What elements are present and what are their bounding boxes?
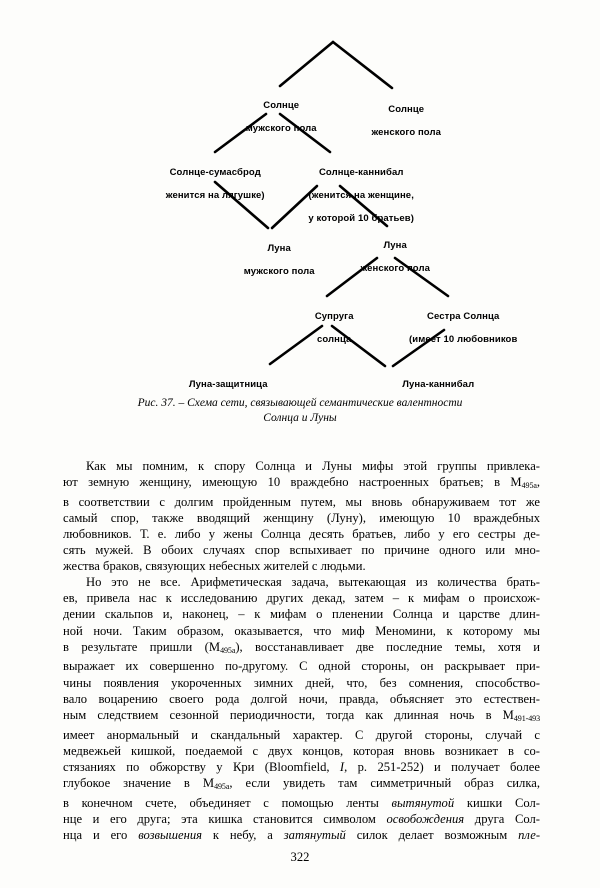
text-line: ным следствием сезонной периодичности, тогда как длинная ночь в $М_{491-493}$ bbox=[63, 707, 540, 723]
emphasis: вытянутой bbox=[391, 795, 455, 810]
node-line: женского пола bbox=[360, 262, 430, 274]
emphasis: I bbox=[339, 759, 345, 774]
text-line: Но это не все. Арифметическая задача, вытекающая из количества брать- bbox=[86, 575, 540, 590]
text-line: ют земную женщину, имеющую 10 враждебно настроенных братьев; в $М_{495a}$, bbox=[63, 475, 540, 490]
text-line: жества браков, связующих небесных жителей с людьми. bbox=[63, 559, 366, 574]
emphasis: освобождения bbox=[386, 811, 465, 826]
emphasis: затянутый bbox=[283, 827, 346, 842]
caption-line-2: Солнца и Луны bbox=[263, 412, 337, 424]
node-line: Солнце bbox=[263, 99, 300, 111]
caption-line-1: Рис. 37. – Схема сети, связывающей семантические валентности bbox=[137, 397, 463, 409]
node-line: (женится на женщине, bbox=[308, 189, 414, 201]
node-line: Солнце bbox=[388, 103, 425, 115]
node-line: женится на лягушке) bbox=[165, 189, 265, 201]
text-line: дении скальпов и, наконец, – к мифам о пленении Солнца и царстве длин- bbox=[63, 607, 540, 622]
text-line: Как мы помним, к спору Солнца и Луны мифы этой группы привлека- bbox=[86, 459, 540, 473]
text-line: ев, привела нас к исследованию других декад, затем – к мифам о происхож- bbox=[63, 591, 540, 606]
text-line: глубокое значение в $М_{495a}$, если увидеть там симметричный образ силка, bbox=[63, 775, 540, 791]
node-line: Солнце-каннибал bbox=[318, 166, 404, 178]
diagram-node-sun-cannibal bbox=[292, 155, 414, 236]
node-line: Сестра Солнца bbox=[427, 310, 500, 322]
diagram-node-moon-female bbox=[344, 228, 430, 286]
diagram-node-sun-wife bbox=[298, 299, 353, 357]
paragraph-1 bbox=[63, 458, 540, 574]
text-line: сять мужей. В обоих случаях спор вспыхивает по причине одного или мно- bbox=[63, 543, 540, 558]
subscript: 495a bbox=[521, 480, 537, 490]
node-line: женского пола bbox=[371, 126, 441, 138]
paragraph-2 bbox=[63, 574, 540, 843]
text-line: имеет анормальный и скандальный характер. С другой стороны, случай с bbox=[63, 727, 540, 742]
body-text bbox=[63, 458, 540, 843]
text-line: медвежьей кишкой, поедаемой с двух концов, которая вновь возникает в со- bbox=[63, 743, 540, 758]
subscript: 495a bbox=[220, 645, 236, 655]
diagram-node-sun-male bbox=[229, 88, 316, 146]
text-line: в соответствии с долгим пройденным путем, мы вновь обнаруживаем тот же bbox=[63, 494, 540, 509]
text-line: в результате пришли $(М_{495a})$, восстанавливает две последние темы, хотя и bbox=[63, 639, 540, 655]
subscript: 495a bbox=[214, 781, 230, 791]
diagram-node-sun-sister bbox=[393, 299, 518, 357]
node-line: мужского пола bbox=[245, 122, 317, 134]
emphasis: возвышения bbox=[138, 827, 203, 842]
diagram-node-sun-madcap bbox=[149, 155, 264, 213]
text-line: самый спор, также вводящий женщину (Луну), имеющую 10 враждебных bbox=[63, 511, 540, 525]
node-line: Солнце-сумасброд bbox=[169, 166, 261, 178]
node-line: Луна bbox=[267, 242, 291, 254]
node-line: Супруга bbox=[314, 310, 354, 322]
figure-caption bbox=[60, 396, 540, 426]
text-line: любовников. Т. е. либо у жены Солнца десять братьев, либо у его сестры де- bbox=[63, 527, 540, 542]
subscript: 491-493 bbox=[513, 713, 540, 723]
node-line: мужского пола bbox=[243, 265, 315, 277]
node-line: Луна-защитница bbox=[188, 378, 268, 390]
node-line: Луна-каннибал bbox=[402, 378, 475, 390]
page-number: 322 bbox=[290, 850, 310, 864]
text-line: нце и его друга; эта кишка становится символом освобождения друга Сол- bbox=[63, 811, 540, 826]
emphasis: пле- bbox=[518, 827, 541, 842]
text-line: вало воцарению своего рода долгой ночи, правда, объясняет это естествен- bbox=[63, 691, 540, 706]
diagram-node-sun-female bbox=[355, 92, 441, 150]
node-line: солнца bbox=[316, 333, 352, 345]
text-line: нца и его возвышения к небу, а затянутый силок делает возможным пле- bbox=[63, 827, 541, 842]
text-line: стязаниях по обжорству у Кри (Bloomfield, I, p. 251-252) и получает более bbox=[63, 759, 540, 774]
figure-diagram bbox=[0, 0, 600, 400]
text-line: чины появления укороченных зимних дней, что, без сомнения, способство- bbox=[63, 675, 540, 690]
node-line: у которой 10 братьев) bbox=[308, 212, 415, 224]
text-line: выражает их совершенно по-другому. С одной стороны, он раскрывает при- bbox=[63, 659, 540, 674]
text-line: ной ночи. Таким образом, оказывается, что миф Меномини, к которому мы bbox=[63, 623, 540, 638]
node-line: Луна bbox=[383, 239, 407, 251]
diagram-node-moon-male bbox=[227, 231, 314, 289]
text-line: в конечном счете, объединяет с помощью ленты вытянутой кишки Сол- bbox=[63, 795, 540, 810]
node-line: (имеет 10 любовников bbox=[409, 333, 518, 345]
